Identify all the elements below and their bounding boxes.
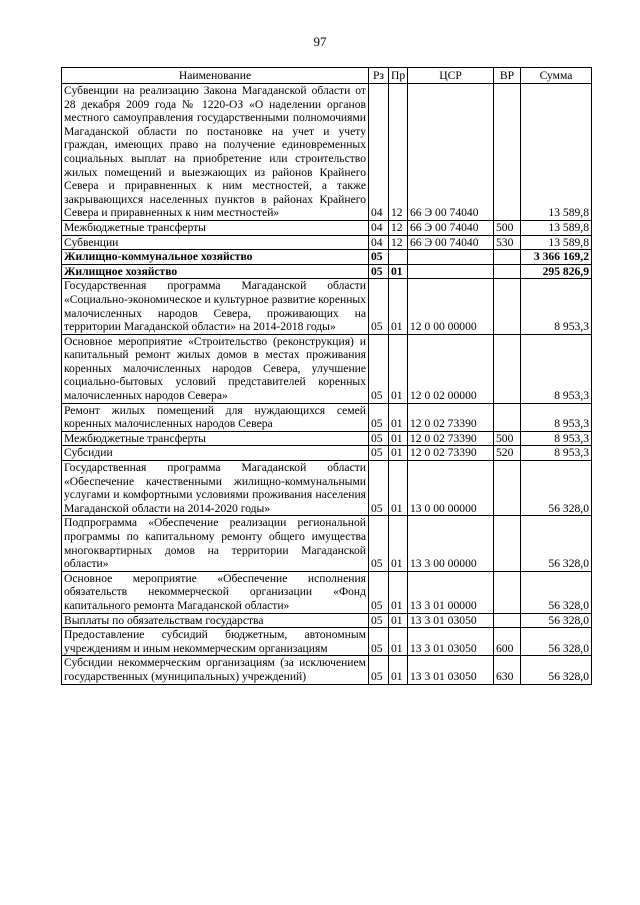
cell-name: Подпрограмма «Обеспечение реализации региональной программы по капитальному ремонту общего имущества многоквартирных домов на территории Магаданской области» bbox=[62, 516, 369, 571]
cell-vr: 520 bbox=[494, 446, 521, 461]
cell-rz: 05 bbox=[369, 461, 389, 516]
cell-sum: 3 366 169,2 bbox=[521, 250, 592, 265]
cell-csr bbox=[408, 250, 494, 265]
cell-vr bbox=[494, 334, 521, 403]
cell-pr: 12 bbox=[389, 235, 408, 250]
cell-csr: 13 3 01 03050 bbox=[408, 628, 494, 656]
table-row bbox=[62, 279, 592, 334]
header-pr: Пр bbox=[389, 68, 408, 84]
cell-rz: 05 bbox=[369, 656, 389, 684]
cell-csr: 66 Э 00 74040 bbox=[408, 235, 494, 250]
cell-sum: 13 589,8 bbox=[521, 235, 592, 250]
table-row bbox=[62, 613, 592, 628]
cell-sum: 8 953,3 bbox=[521, 431, 592, 446]
cell-csr: 13 3 01 03050 bbox=[408, 613, 494, 628]
cell-name: Предоставление субсидий бюджетным, автономным учреждениям и иным некоммерческим организациям bbox=[62, 628, 369, 656]
cell-vr bbox=[494, 84, 521, 221]
cell-csr bbox=[408, 264, 494, 279]
cell-sum: 56 328,0 bbox=[521, 628, 592, 656]
header-csr: ЦСР bbox=[408, 68, 494, 84]
cell-pr: 12 bbox=[389, 84, 408, 221]
table-row bbox=[62, 461, 592, 516]
table-row bbox=[62, 446, 592, 461]
cell-name: Субсидии bbox=[62, 446, 369, 461]
cell-sum: 13 589,8 bbox=[521, 220, 592, 235]
cell-pr: 01 bbox=[389, 264, 408, 279]
cell-vr: 500 bbox=[494, 220, 521, 235]
table-header-row bbox=[62, 68, 592, 84]
cell-name: Субсидии некоммерческим организациям (за исключением государственных (муниципальных) учреждений) bbox=[62, 656, 369, 684]
cell-vr bbox=[494, 279, 521, 334]
table-row bbox=[62, 571, 592, 613]
cell-vr bbox=[494, 571, 521, 613]
cell-name: Жилищное хозяйство bbox=[62, 264, 369, 279]
cell-pr: 01 bbox=[389, 613, 408, 628]
cell-sum: 56 328,0 bbox=[521, 461, 592, 516]
header-name: Наименование bbox=[62, 68, 369, 84]
cell-csr: 12 0 02 73390 bbox=[408, 431, 494, 446]
table-row bbox=[62, 431, 592, 446]
cell-name: Субвенции bbox=[62, 235, 369, 250]
cell-pr: 01 bbox=[389, 446, 408, 461]
cell-sum: 8 953,3 bbox=[521, 446, 592, 461]
cell-sum: 56 328,0 bbox=[521, 656, 592, 684]
table-row bbox=[62, 84, 592, 221]
table-row bbox=[62, 250, 592, 265]
table-row bbox=[62, 235, 592, 250]
cell-csr: 12 0 02 73390 bbox=[408, 446, 494, 461]
cell-rz: 05 bbox=[369, 613, 389, 628]
cell-vr bbox=[494, 461, 521, 516]
cell-pr bbox=[389, 250, 408, 265]
page-number: 97 bbox=[313, 34, 327, 49]
cell-vr: 630 bbox=[494, 656, 521, 684]
cell-vr bbox=[494, 250, 521, 265]
cell-pr: 01 bbox=[389, 279, 408, 334]
cell-vr: 500 bbox=[494, 431, 521, 446]
cell-pr: 01 bbox=[389, 461, 408, 516]
cell-rz: 05 bbox=[369, 403, 389, 431]
cell-sum: 56 328,0 bbox=[521, 516, 592, 571]
cell-csr: 12 0 02 73390 bbox=[408, 403, 494, 431]
cell-csr: 66 Э 00 74040 bbox=[408, 84, 494, 221]
cell-name: Основное мероприятие «Обеспечение исполнения обязательств некоммерческой организации «Фонд капитального ремонта Магаданской области» bbox=[62, 571, 369, 613]
cell-name: Выплаты по обязательствам государства bbox=[62, 613, 369, 628]
cell-sum: 56 328,0 bbox=[521, 571, 592, 613]
cell-csr: 12 0 00 00000 bbox=[408, 279, 494, 334]
cell-sum: 56 328,0 bbox=[521, 613, 592, 628]
cell-vr bbox=[494, 403, 521, 431]
table-row bbox=[62, 403, 592, 431]
cell-sum: 8 953,3 bbox=[521, 334, 592, 403]
cell-name: Субвенции на реализацию Закона Магаданской области от 28 декабря 2009 года № 1220-ОЗ «О наделении органов местного самоуправления государственными полномочиями Магаданской области по постановке на учет и учету граждан, имеющих право на получение единовременных социальных выплат на приобретение или строительство жилых помещений и выезжающих из районов Крайнего Севера и приравненных к ним местностей, а также закрывающихся населенных пунктов в районах Крайнего Севера и приравненных к ним местностей» bbox=[62, 84, 369, 221]
cell-csr: 13 0 00 00000 bbox=[408, 461, 494, 516]
cell-rz: 05 bbox=[369, 279, 389, 334]
cell-csr: 13 3 01 03050 bbox=[408, 656, 494, 684]
cell-vr bbox=[494, 516, 521, 571]
cell-name: Ремонт жилых помещений для нуждающихся семей коренных малочисленных народов Севера bbox=[62, 403, 369, 431]
table-row bbox=[62, 656, 592, 684]
cell-name: Основное мероприятие «Строительство (реконструкция) и капитальный ремонт жилых домов в местах проживания коренных малочисленных народов Севера, улучшение социально-бытовых условий представителей коренных малочисленных народов Севера» bbox=[62, 334, 369, 403]
cell-sum: 13 589,8 bbox=[521, 84, 592, 221]
cell-sum: 295 826,9 bbox=[521, 264, 592, 279]
table-row bbox=[62, 628, 592, 656]
header-sum: Сумма bbox=[521, 68, 592, 84]
table-row bbox=[62, 516, 592, 571]
cell-vr: 530 bbox=[494, 235, 521, 250]
cell-csr: 66 Э 00 74040 bbox=[408, 220, 494, 235]
cell-vr bbox=[494, 613, 521, 628]
cell-rz: 05 bbox=[369, 628, 389, 656]
cell-rz: 05 bbox=[369, 571, 389, 613]
cell-pr: 01 bbox=[389, 628, 408, 656]
cell-name: Государственная программа Магаданской области «Социально-экономическое и культурное развитие коренных малочисленных народов Севера, проживающих на территории Магаданской области» на 2014-2018 годы» bbox=[62, 279, 369, 334]
cell-vr: 600 bbox=[494, 628, 521, 656]
cell-name: Жилищно-коммунальное хозяйство bbox=[62, 250, 369, 265]
cell-name: Межбюджетные трансферты bbox=[62, 431, 369, 446]
cell-rz: 05 bbox=[369, 446, 389, 461]
table-row bbox=[62, 264, 592, 279]
cell-rz: 05 bbox=[369, 250, 389, 265]
cell-pr: 01 bbox=[389, 403, 408, 431]
cell-rz: 05 bbox=[369, 516, 389, 571]
cell-pr: 01 bbox=[389, 334, 408, 403]
cell-rz: 05 bbox=[369, 334, 389, 403]
cell-csr: 13 3 00 00000 bbox=[408, 516, 494, 571]
cell-pr: 01 bbox=[389, 571, 408, 613]
cell-pr: 12 bbox=[389, 220, 408, 235]
cell-rz: 04 bbox=[369, 220, 389, 235]
cell-rz: 04 bbox=[369, 84, 389, 221]
cell-rz: 05 bbox=[369, 264, 389, 279]
cell-pr: 01 bbox=[389, 656, 408, 684]
cell-name: Государственная программа Магаданской области «Обеспечение качественными жилищно-коммунальными услугами и комфортными условиями проживания населения Магаданской области на 2014-2020 годы» bbox=[62, 461, 369, 516]
cell-sum: 8 953,3 bbox=[521, 403, 592, 431]
table-row bbox=[62, 220, 592, 235]
budget-table bbox=[61, 67, 592, 685]
cell-pr: 01 bbox=[389, 516, 408, 571]
table-row bbox=[62, 334, 592, 403]
cell-pr: 01 bbox=[389, 431, 408, 446]
cell-name: Межбюджетные трансферты bbox=[62, 220, 369, 235]
header-rz: Рз bbox=[369, 68, 389, 84]
cell-rz: 05 bbox=[369, 431, 389, 446]
cell-sum: 8 953,3 bbox=[521, 279, 592, 334]
header-vr: ВР bbox=[494, 68, 521, 84]
cell-vr bbox=[494, 264, 521, 279]
cell-rz: 04 bbox=[369, 235, 389, 250]
cell-csr: 13 3 01 00000 bbox=[408, 571, 494, 613]
cell-csr: 12 0 02 00000 bbox=[408, 334, 494, 403]
